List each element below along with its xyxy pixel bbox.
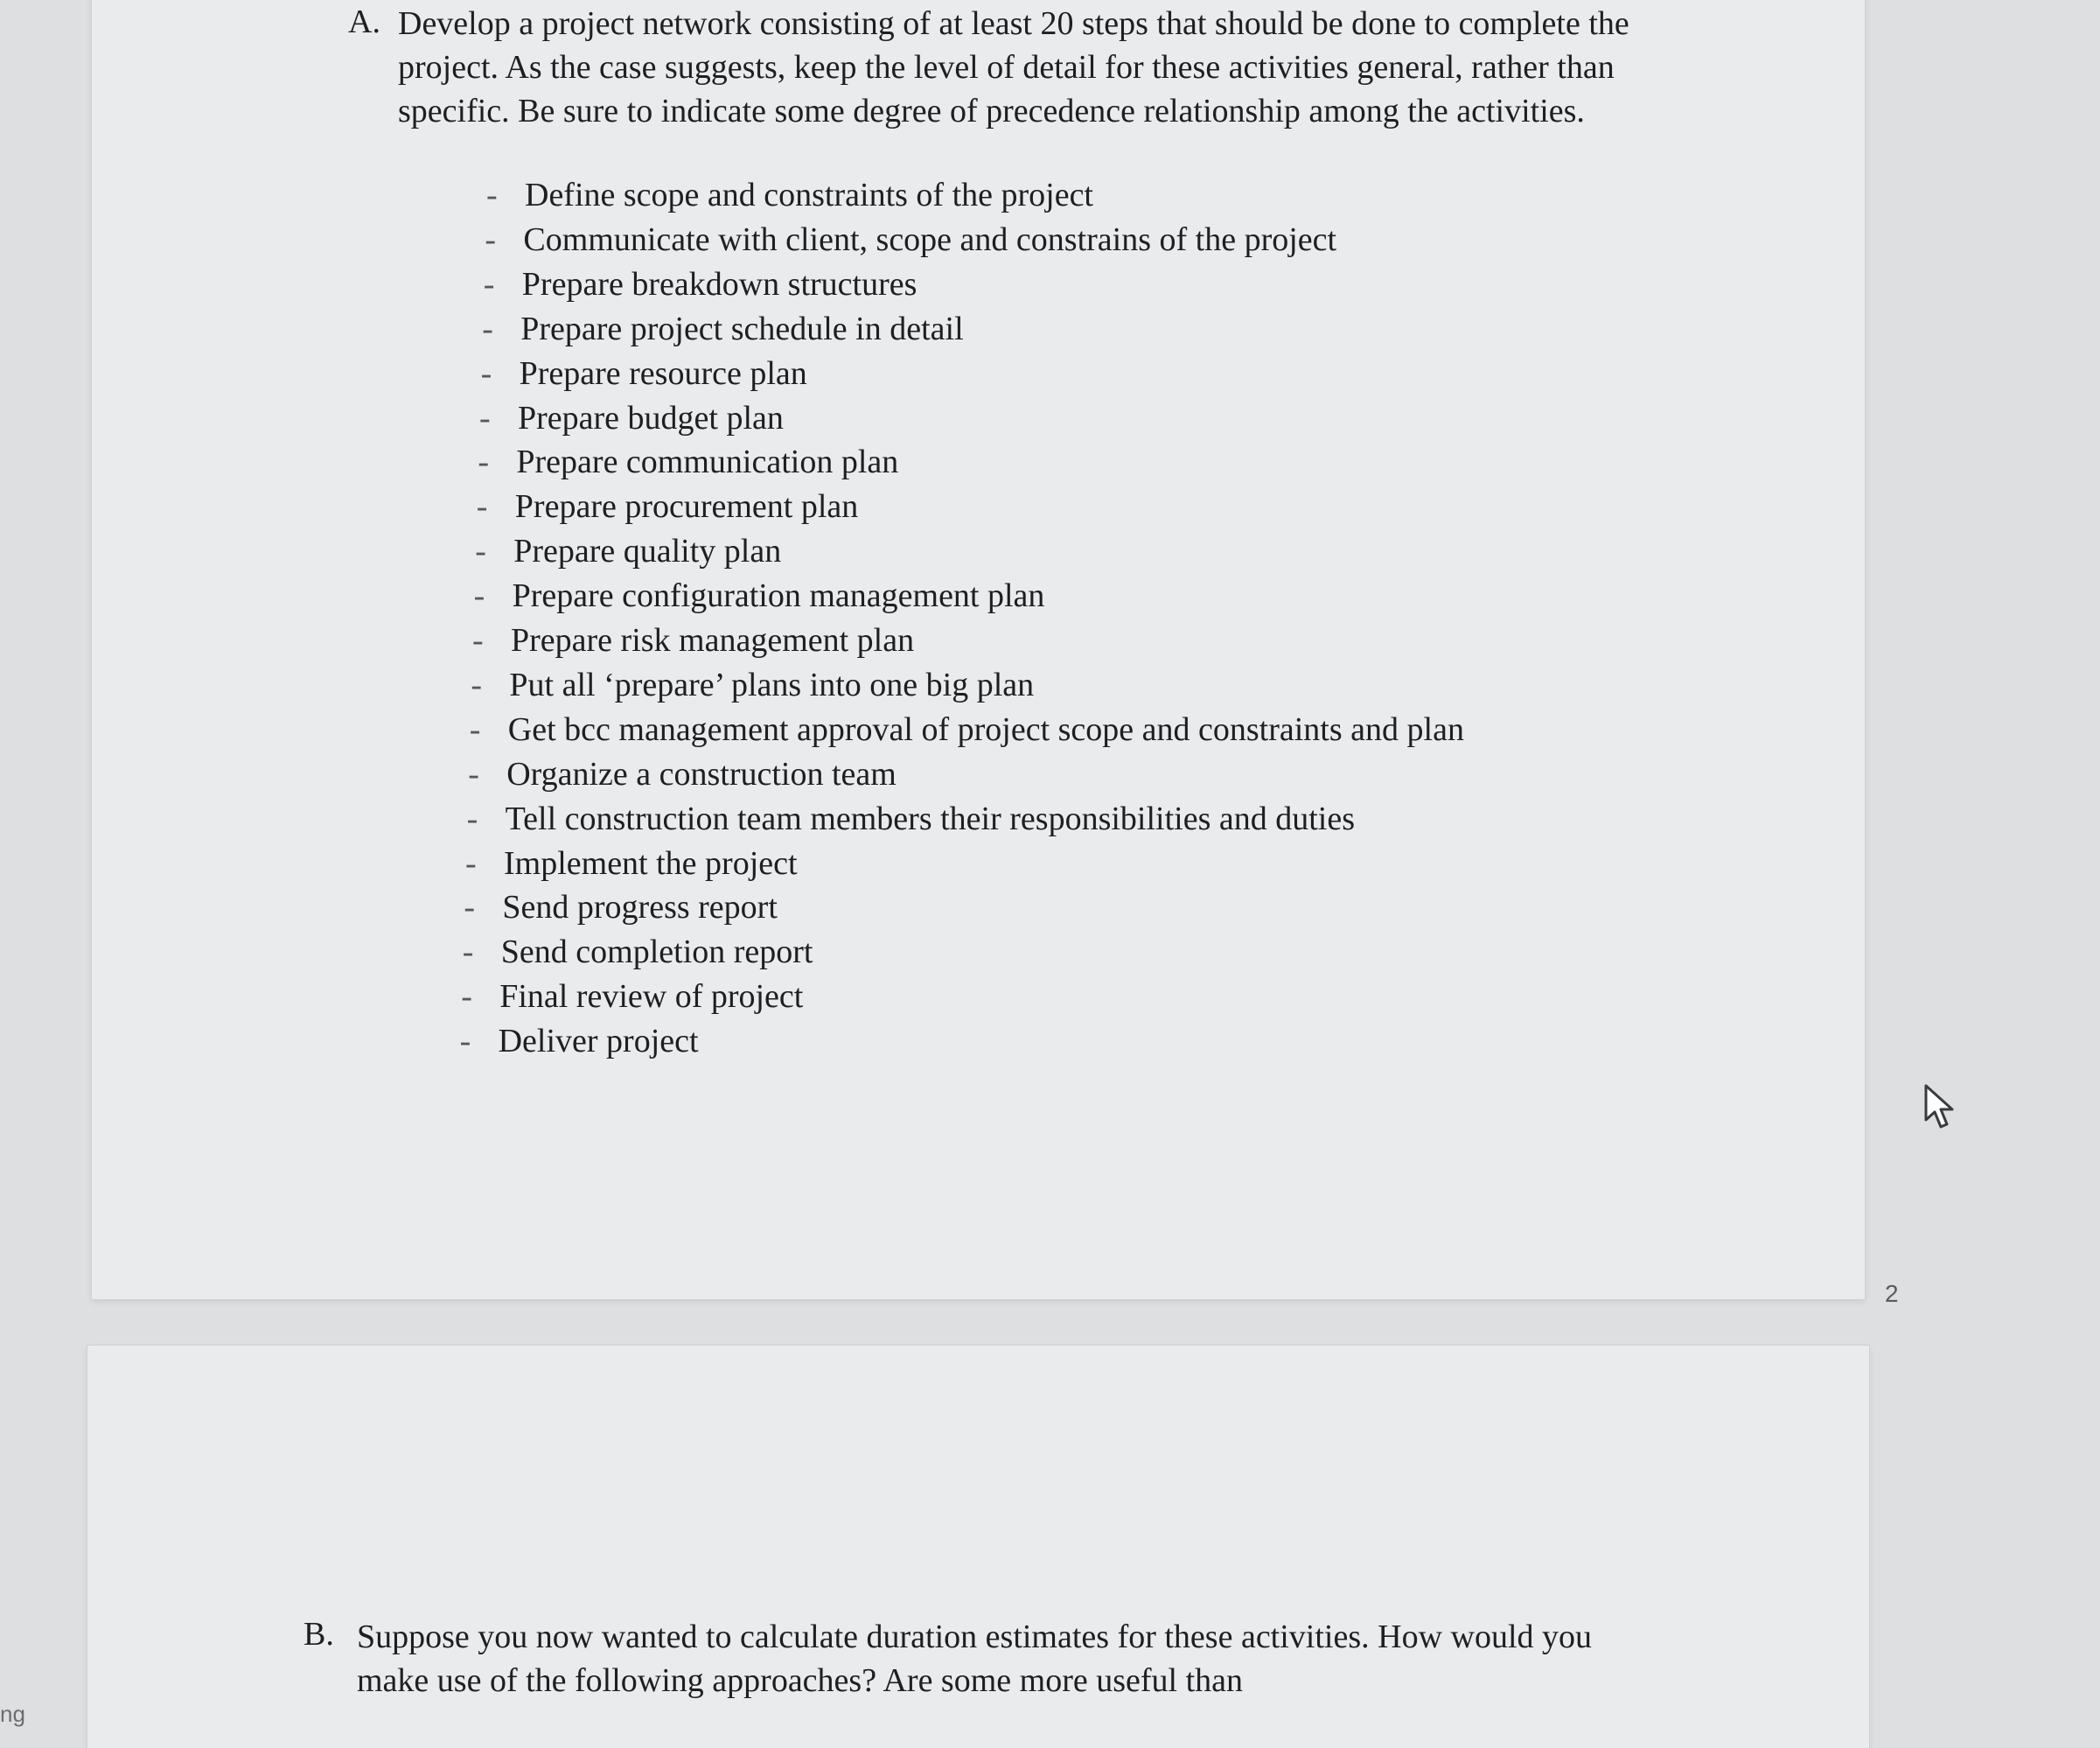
dash-bullet-icon: - (469, 710, 481, 748)
dash-bullet-icon: - (483, 265, 495, 303)
activity-step-text: Final review of project (499, 978, 804, 1016)
dash-bullet-icon: - (462, 933, 474, 971)
dash-bullet-icon: - (459, 1023, 471, 1060)
activity-step (482, 307, 963, 351)
activity-step (470, 708, 1464, 752)
dash-bullet-icon: - (485, 220, 497, 258)
activity-step-text: Implement the project (504, 844, 798, 882)
activity-step-text: Prepare risk management plan (511, 622, 915, 659)
dash-bullet-icon: - (478, 444, 490, 481)
activity-step-text: Prepare resource plan (519, 354, 807, 392)
dash-bullet-icon: - (461, 978, 472, 1016)
activity-step (475, 529, 781, 573)
activity-step (461, 975, 803, 1018)
activity-step (472, 619, 914, 662)
activity-step (464, 885, 777, 929)
dash-bullet-icon: - (472, 622, 484, 659)
question-a-label: A. (348, 3, 380, 40)
dash-bullet-icon: - (468, 755, 479, 793)
activity-step (481, 352, 807, 395)
activity-step-text: Tell construction team members their responsibilities and duties (505, 800, 1355, 837)
question-a-text: Develop a project network consisting of at least 20 steps that should be done to complete the project. As the case suggests, keep the level of detail for these activities general, rather than specific. Be sure to indicate some degree of precedence relationship among the activities. (398, 5, 1629, 129)
activity-step-text: Prepare quality plan (513, 533, 782, 570)
activity-step-text: Organize a construction team (506, 755, 897, 793)
activity-step-text: Send progress report (502, 889, 778, 926)
activity-step (465, 842, 798, 885)
activity-step (484, 262, 917, 306)
activity-step (479, 396, 784, 440)
activity-step-text: Prepare project schedule in detail (520, 310, 964, 347)
arrow-pointer-icon (1922, 1083, 1957, 1130)
dash-bullet-icon: - (482, 310, 493, 347)
page-number: 2 (1885, 1280, 1899, 1307)
activity-step-text: Send completion report (500, 933, 813, 971)
activity-step (486, 173, 1093, 217)
activity-step (485, 218, 1336, 262)
activity-step-text: Prepare communication plan (516, 444, 899, 481)
activity-step (478, 440, 898, 484)
edge-text: ng (0, 1701, 25, 1727)
dash-bullet-icon: - (471, 666, 483, 703)
question-b-text: Suppose you now wanted to calculate duration estimates for these activities. How would you make use of the following approaches? Are some more useful than (357, 1619, 1593, 1699)
activity-step (477, 485, 859, 528)
activity-step (471, 663, 1034, 707)
activity-step-text: Communicate with client, scope and constrains of the project (523, 220, 1337, 258)
activity-step (460, 1019, 699, 1063)
dash-bullet-icon: - (479, 399, 491, 437)
dash-bullet-icon: - (464, 889, 476, 926)
activity-step (474, 574, 1045, 618)
dash-bullet-icon: - (486, 177, 498, 213)
activity-step-text: Prepare breakdown structures (521, 265, 917, 303)
activity-step-text: Put all ‘prepare’ plans into one big plan (509, 666, 1035, 703)
activity-step-text: Prepare configuration management plan (512, 577, 1045, 615)
activity-step (468, 752, 897, 796)
question-b-label: B. (303, 1616, 334, 1653)
activity-step-text: Deliver project (498, 1023, 699, 1060)
dash-bullet-icon: - (465, 844, 477, 882)
dash-bullet-icon: - (466, 800, 478, 837)
activity-step-text: Prepare budget plan (518, 399, 784, 437)
dash-bullet-icon: - (473, 577, 485, 615)
activity-step-text: Get bcc management approval of project scope and constraints and plan (507, 710, 1464, 748)
dash-bullet-icon: - (475, 533, 486, 570)
activity-step-text: Define scope and constraints of the project (525, 177, 1093, 213)
dash-bullet-icon: - (476, 488, 488, 526)
dash-bullet-icon: - (480, 354, 492, 392)
activity-step (467, 797, 1355, 841)
activity-step-text: Prepare procurement plan (514, 488, 859, 526)
activity-step (463, 930, 813, 974)
